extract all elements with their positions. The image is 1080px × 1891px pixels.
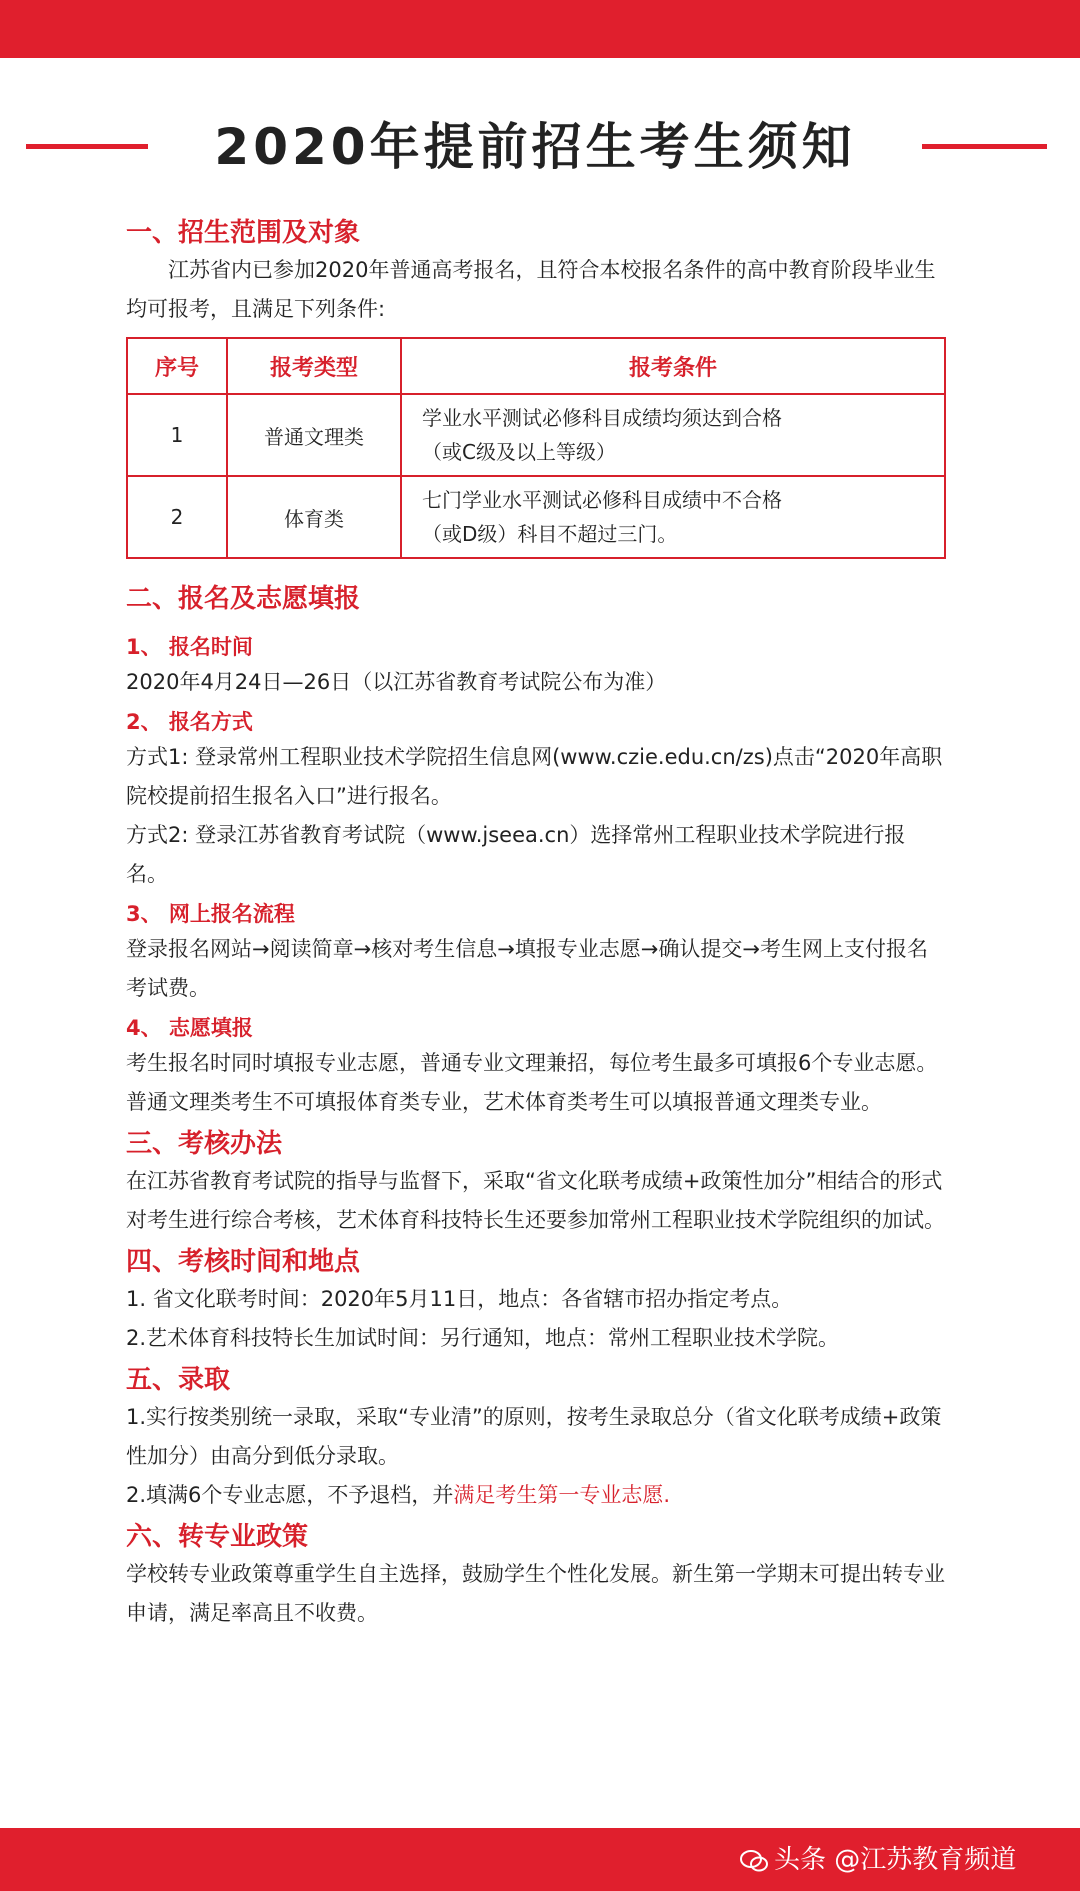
section-2-sub1-text: 2020年4月24日—26日（以江苏省教育考试院公布为准） <box>126 670 667 694</box>
section-5-item-2-highlight: 满足考生第一专业志愿. <box>453 1483 671 1507</box>
condition-line-1: 七门学业水平测试必修科目成绩中不合格 <box>422 488 782 512</box>
section-5-item-1: 1.实行按类别统一录取，采取“专业清”的原则，按考生录取总分（省文化联考成绩+政策性加分）由高分到低分录取。 <box>126 1405 942 1468</box>
condition-line-2: （或D级）科目不超过三门。 <box>422 522 678 546</box>
condition-line-2: （或C级及以上等级） <box>422 440 616 464</box>
condition-line-1: 学业水平测试必修科目成绩均须达到合格 <box>422 406 782 430</box>
section-3-text: 在江苏省教育考试院的指导与监督下，采取“省文化联考成绩+政策性加分”相结合的形式对考生进行综合考核，艺术体育科技特长生还要参加常州工程职业技术学院组织的加试。 <box>126 1169 945 1232</box>
section-2-sub1-heading: 1、 报名时间 <box>126 635 253 659</box>
section-1-heading: 一、招生范围及对象 <box>126 218 361 248</box>
watermark <box>740 1840 1070 1880</box>
section-2-sub3-heading: 3、 网上报名流程 <box>126 902 295 926</box>
title-decor-line-right <box>922 144 1047 149</box>
section-2-way1-text: 方式1: 登录常州工程职业技术学院招生信息网(www.czie.edu.cn/zs)点击“2020年高职院校提前招生报名入口”进行报名。 <box>126 745 943 808</box>
notice-content <box>126 215 946 1633</box>
wechat-logo-icon <box>740 1849 768 1873</box>
section-6-text: 学校转专业政策尊重学生自主选择，鼓励学生个性化发展。新生第一学期末可提出转专业申请，满足率高且不收费。 <box>126 1562 945 1625</box>
table-row <box>127 394 945 476</box>
table-header-type: 报考类型 <box>227 338 401 394</box>
section-2-sub4-heading: 4、 志愿填报 <box>126 1016 253 1040</box>
page-title: 2020年提前招生考生须知 <box>214 118 856 176</box>
watermark-text: 头条 @江苏教育频道 <box>774 1845 1017 1875</box>
section-2-sub2-heading: 2、 报名方式 <box>126 710 253 734</box>
table-cell-type: 体育类 <box>227 476 401 558</box>
section-5-item-2 <box>126 1476 946 1515</box>
section-4-heading: 四、考核时间和地点 <box>126 1247 361 1277</box>
conditions-table <box>126 337 946 559</box>
table-cell-no: 2 <box>127 476 227 558</box>
table-row <box>127 476 945 558</box>
title-row <box>0 112 1080 182</box>
section-5-item-2-text: 2.填满6个专业志愿，不予退档，并 <box>126 1483 454 1507</box>
section-4-item-2: 2.艺术体育科技特长生加试时间：另行通知，地点：常州工程职业技术学院。 <box>126 1326 840 1350</box>
section-2-sub3-text: 登录报名网站→阅读简章→核对考生信息→填报专业志愿→确认提交→考生网上支付报名考试费。 <box>126 937 928 1000</box>
section-2-heading: 二、报名及志愿填报 <box>126 584 361 614</box>
table-header-no: 序号 <box>127 338 227 394</box>
section-2-sub4-text: 考生报名时同时填报专业志愿，普通专业文理兼招，每位考生最多可填报6个专业志愿。普通文理类考生不可填报体育类专业，艺术体育类考生可以填报普通文理类专业。 <box>126 1051 938 1114</box>
table-cell-type: 普通文理类 <box>227 394 401 476</box>
top-red-bar <box>0 0 1080 58</box>
section-5-heading: 五、录取 <box>126 1365 231 1395</box>
title-decor-line-left <box>26 144 148 149</box>
section-1-intro: 江苏省内已参加2020年普通高考报名，且符合本校报名条件的高中教育阶段毕业生均可报考，且满足下列条件: <box>126 258 936 321</box>
table-cell-condition <box>401 476 945 558</box>
section-6-heading: 六、转专业政策 <box>126 1522 309 1552</box>
section-4-item-1: 1. 省文化联考时间：2020年5月11日，地点：各省辖市招办指定考点。 <box>126 1287 793 1311</box>
table-header-row <box>127 338 945 394</box>
section-3-heading: 三、考核办法 <box>126 1129 283 1159</box>
table-cell-no: 1 <box>127 394 227 476</box>
section-2-way2-text: 方式2: 登录江苏省教育考试院（www.jseea.cn）选择常州工程职业技术学院进行报名。 <box>126 823 906 886</box>
table-cell-condition <box>401 394 945 476</box>
table-header-condition: 报考条件 <box>401 338 945 394</box>
